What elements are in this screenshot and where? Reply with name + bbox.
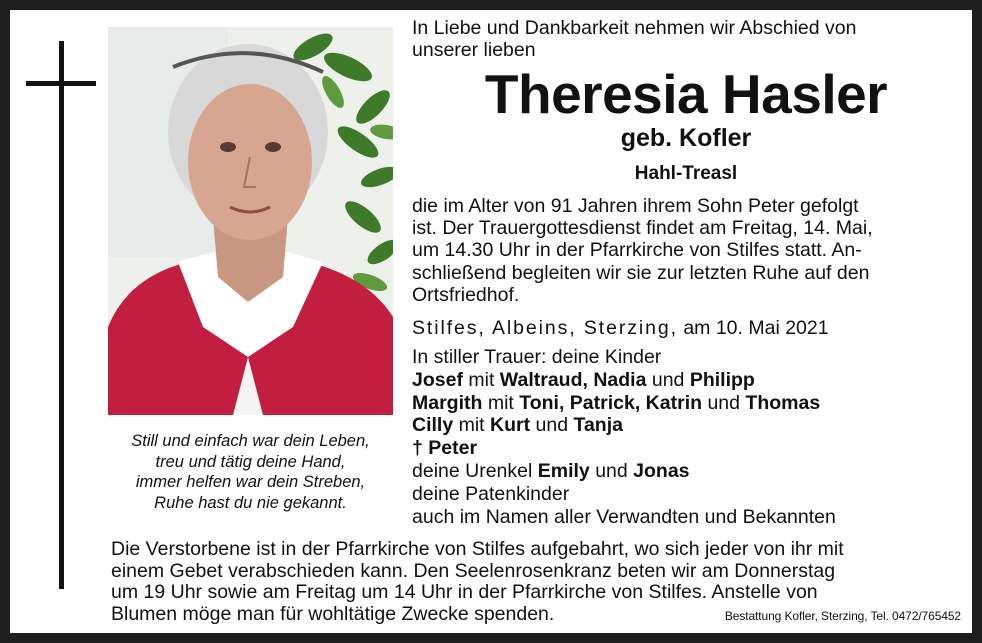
family-name: Emily bbox=[537, 459, 590, 482]
family-connector: und bbox=[530, 414, 574, 437]
place-date bbox=[412, 317, 960, 339]
family-line bbox=[412, 460, 960, 483]
announcement-line: die im Alter von 91 Jahren ihrem Sohn Peter gefolgt bbox=[412, 195, 859, 217]
family-name: Thomas bbox=[745, 391, 821, 414]
family-connector: deine Urenkel bbox=[412, 459, 538, 482]
family-connector: und bbox=[646, 368, 690, 391]
footer-text bbox=[111, 539, 961, 627]
maiden-name: geb. Kofler bbox=[620, 124, 752, 152]
announcement-line: Ortsfriedhof. bbox=[412, 283, 520, 306]
portrait-photo bbox=[108, 27, 393, 415]
deceased-name: Theresia Hasler bbox=[484, 63, 888, 125]
verse-line: treu und tätig deine Hand, bbox=[155, 452, 346, 471]
family-name: Kurt bbox=[490, 414, 531, 437]
intro-text bbox=[412, 17, 960, 61]
family-name: Margith bbox=[412, 391, 483, 414]
house-name: Hahl-Treasl bbox=[634, 163, 738, 184]
family-connector: deine Patenkinder bbox=[412, 482, 570, 505]
family-name: Philipp bbox=[689, 368, 755, 391]
announcement-line: schließend begleiten wir sie zur letzten Ruhe auf den bbox=[412, 261, 870, 284]
family-line bbox=[412, 506, 960, 529]
footer-line: Die Verstorbene ist in der Pfarrkirche von Stilfes aufgebahrt, wo sich jeder von ihr mit bbox=[111, 538, 844, 560]
footer-line: einem Gebet verabschieden kann. Den Seelenrosenkranz beten wir am Donnerstag bbox=[111, 559, 836, 582]
family-name: Jonas bbox=[633, 459, 690, 482]
family-connector: mit bbox=[453, 414, 491, 437]
verse-line: Ruhe hast du nie gekannt. bbox=[154, 493, 347, 512]
family-name: Cilly bbox=[412, 414, 454, 437]
family-connector: auch im Namen aller Verwandten und Bekannten bbox=[412, 505, 836, 528]
family-name: Waltraud, Nadia bbox=[499, 368, 647, 391]
family-line bbox=[412, 437, 960, 460]
family-name: Josef bbox=[412, 368, 463, 391]
announcement-line: um 14.30 Uhr in der Pfarrkirche von Stilfes statt. An- bbox=[412, 239, 862, 262]
mourning-intro: In stiller Trauer: deine Kinder bbox=[412, 346, 662, 368]
family-name: Tanja bbox=[573, 414, 623, 437]
family-connector: und bbox=[589, 459, 634, 482]
footer-line: Blumen möge man für wohltätige Zwecke spenden. Bestattung Kofler, Sterzing, Tel. 0472/765452 bbox=[111, 604, 961, 628]
undertaker-credit: Bestattung Kofler, Sterzing, Tel. 0472/765452 bbox=[724, 608, 961, 623]
mourners-list bbox=[412, 346, 960, 528]
footer-line: um 19 Uhr sowie am Freitag um 14 Uhr in der Pfarrkirche von Stilfes. Anstelle von bbox=[111, 581, 818, 603]
family-connector: mit bbox=[482, 391, 520, 414]
intro-line: unserer lieben bbox=[412, 39, 536, 61]
verse-line: Still und einfach war dein Leben, bbox=[131, 432, 370, 450]
family-lines bbox=[412, 369, 960, 529]
verse-line: immer helfen war dein Streben, bbox=[135, 473, 366, 491]
memorial-verse bbox=[98, 431, 403, 513]
family-line bbox=[412, 483, 960, 506]
family-line bbox=[412, 414, 960, 437]
family-line bbox=[412, 369, 960, 392]
intro-line: In Liebe und Dankbarkeit nehmen wir Abschied von bbox=[412, 17, 857, 39]
announcement-text bbox=[412, 195, 960, 306]
family-name: † Peter bbox=[412, 437, 478, 460]
family-connector: und bbox=[702, 391, 746, 414]
family-line bbox=[412, 392, 960, 415]
obituary-card bbox=[10, 10, 972, 633]
family-connector: mit bbox=[462, 368, 500, 391]
date: am 10. Mai 2021 bbox=[683, 317, 829, 339]
family-name: Toni, Patrick, Katrin bbox=[519, 391, 703, 414]
place: Stilfes, Albeins, Sterzing, bbox=[412, 317, 678, 339]
announcement-line: ist. Der Trauergottesdienst findet am Freitag, 14. Mai, bbox=[412, 217, 873, 240]
